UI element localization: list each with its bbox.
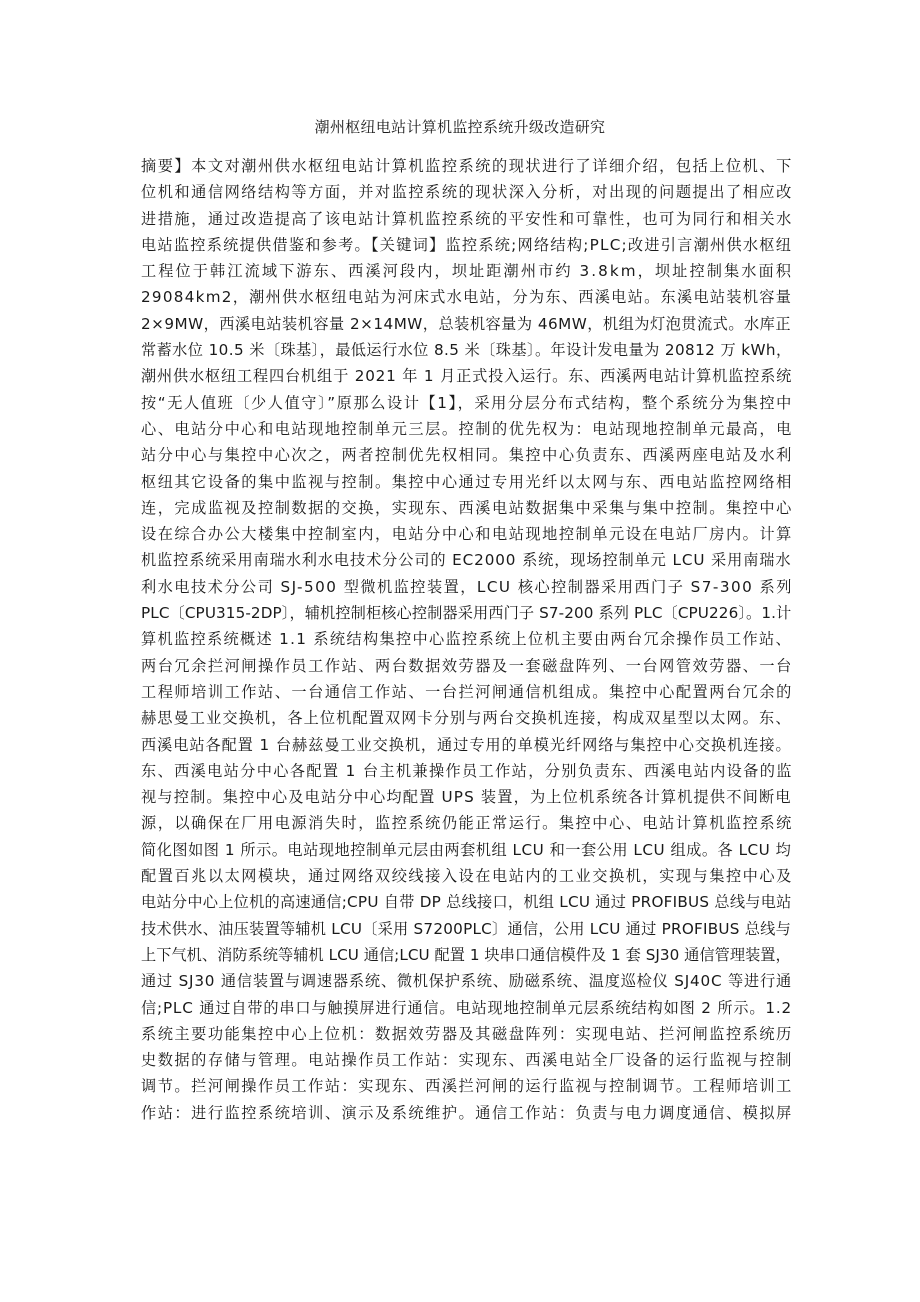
body-text-line: 位机和通信网络结构等方面，并对监控系统的现状深入分析，对出现的问题提出了相应改 [141,183,793,202]
body-text-line: 29084km2，潮州供水枢纽电站为河床式水电站，分为东、西溪电站。东溪电站装机容量 [141,288,793,307]
body-text-line: 连，完成监视及控制数据的交换，实现东、西溪电站数据集中采集与集中控制。集控中心 [141,498,793,517]
body-text-line: 算机监控系统概述 1.1 系统结构集控中心监控系统上位机主要由两台冗余操作员工作站、 [141,630,793,649]
body-text-line: 视与控制。集控中心及电站分中心均配置 UPS 装置，为上位机系统各计算机提供不间断电 [141,788,792,807]
body-text-line: 工程位于韩江流域下游东、西溪河段内，坝址距潮州市约 3.8km，坝址控制集水面积 [141,262,794,281]
document-body [141,153,794,1126]
body-text-line: 西溪电站各配置 1 台赫兹曼工业交换机，通过专用的单模光纤网络与集控中心交换机连接。 [141,735,792,754]
body-text-line: 配置百兆以太网模块，通过网络双绞线接入设在电站内的工业交换机，实现与集控中心及 [141,867,793,886]
body-text-line: 机监控系统采用南瑞水利水电技术分公司的 EC2000 系统，现场控制单元 LCU 采用南瑞水 [141,551,792,570]
body-text-line: 东、西溪电站分中心各配置 1 台主机兼操作员工作站，分别负责东、西溪电站内设备的监 [141,761,793,780]
body-text-line: 常蓄水位 10.5 米〔珠基〕，最低运行水位 8.5 米〔珠基〕。年设计发电量为 20812 万 kWh， [141,341,792,360]
body-text-line: 上下气机、消防系统等辅机 LCU 通信;LCU 配置 1 块串口通信模件及 1 套 SJ30 通信管理装置， [141,945,791,964]
body-text-line: 赫思曼工业交换机，各上位机配置双网卡分别与两台交换机连接，构成双星型以太网。东、 [141,709,792,728]
body-text-line: 技术供水、油压装置等辅机 LCU〔采用 S7200PLC〕通信，公用 LCU 通过 PROFIBUS 总线与 [141,919,792,938]
body-text-line: 枢纽其它设备的集中监视与控制。集控中心通过专用光纤以太网与东、西电站监控网络相 [141,472,793,491]
body-text-line: 系统主要功能集控中心上位机：数据效劳器及其磁盘阵列：实现电站、拦河闸监控系统历 [141,1024,793,1043]
body-text-line: 工程师培训工作站、一台通信工作站、一台拦河闸通信机组成。集控中心配置两台冗余的 [141,682,793,701]
body-text-line: 简化图如图 1 所示。电站现地控制单元层由两套机组 LCU 和一套公用 LCU 组成。各 LCU 均 [141,840,792,859]
body-text-line: 站分中心与集控中心次之，两者控制优先权相同。集控中心负责东、西溪两座电站及水利 [141,446,793,465]
body-text-line: 设在综合办公大楼集中控制室内，电站分中心和电站现地控制单元设在电站厂房内。计算 [141,525,793,544]
body-text-line: 进措施，通过改造提高了该电站计算机监控系统的平安性和可靠性，也可为同行和相关水 [141,209,793,228]
body-text-line: 调节。拦河闸操作员工作站：实现东、西溪拦河闸的运行监视与控制调节。工程师培训工 [141,1077,793,1096]
body-text-line: 利水电技术分公司 SJ-500 型微机监控装置，LCU 核心控制器采用西门子 S7-300 系列 [141,577,793,596]
body-text-line: 电站监控系统提供借鉴和参考。【关键词】监控系统;网络结构;PLC;改进引言潮州供水枢纽 [141,235,793,254]
body-text-line: 通过 SJ30 通信装置与调速器系统、微机保护系统、励磁系统、温度巡检仪 SJ40C 等进行通 [141,972,792,991]
body-text-line: 潮州供水枢纽工程四台机组于 2021 年 1 月正式投入运行。东、西溪两电站计算机监控系统 [141,367,793,386]
body-text-line: 源，以确保在厂用电源消失时，监控系统仍能正常运行。集控中心、电站计算机监控系统 [141,814,793,833]
body-text-line: 两台冗余拦河闸操作员工作站、两台数据效劳器及一套磁盘阵列、一台网管效劳器、一台 [141,656,793,675]
body-text-line: 信;PLC 通过自带的串口与触摸屏进行通信。电站现地控制单元层系统结构如图 2 所示。1.2 [141,998,793,1017]
body-text-line: 摘要】本文对潮州供水枢纽电站计算机监控系统的现状进行了详细介绍，包括上位机、下 [141,157,793,175]
body-text-line: 史数据的存储与管理。电站操作员工作站：实现东、西溪电站全厂设备的运行监视与控制 [141,1051,793,1070]
body-text-line: 电站分中心上位机的高速通信;CPU 自带 DP 总线接口，机组 LCU 通过 PROFIBUS 总线与电站 [141,893,792,912]
body-text-line: 2×9MW，西溪电站装机容量 2×14MW，总装机容量为 46MW，机组为灯泡贯流式。水库正 [141,314,792,333]
body-text-line: 按“无人值班〔少人值守〕”原那么设计【1】，采用分层分布式结构，整个系统分为集控中 [141,393,793,412]
document-title: 潮州枢纽电站计算机监控系统升级改造研究 [314,118,606,136]
body-text-line: PLC〔CPU315-2DP〕，辅机控制柜核心控制器采用西门子 S7-200 系列 PLC〔CPU226〕。1.计 [141,604,792,623]
body-text-line: 心、电站分中心和电站现地控制单元三层。控制的优先权为：电站现地控制单元最高，电 [141,419,793,438]
body-text-line: 作站：进行监控系统培训、演示及系统维护。通信工作站：负责与电力调度通信、模拟屏 [141,1103,793,1122]
